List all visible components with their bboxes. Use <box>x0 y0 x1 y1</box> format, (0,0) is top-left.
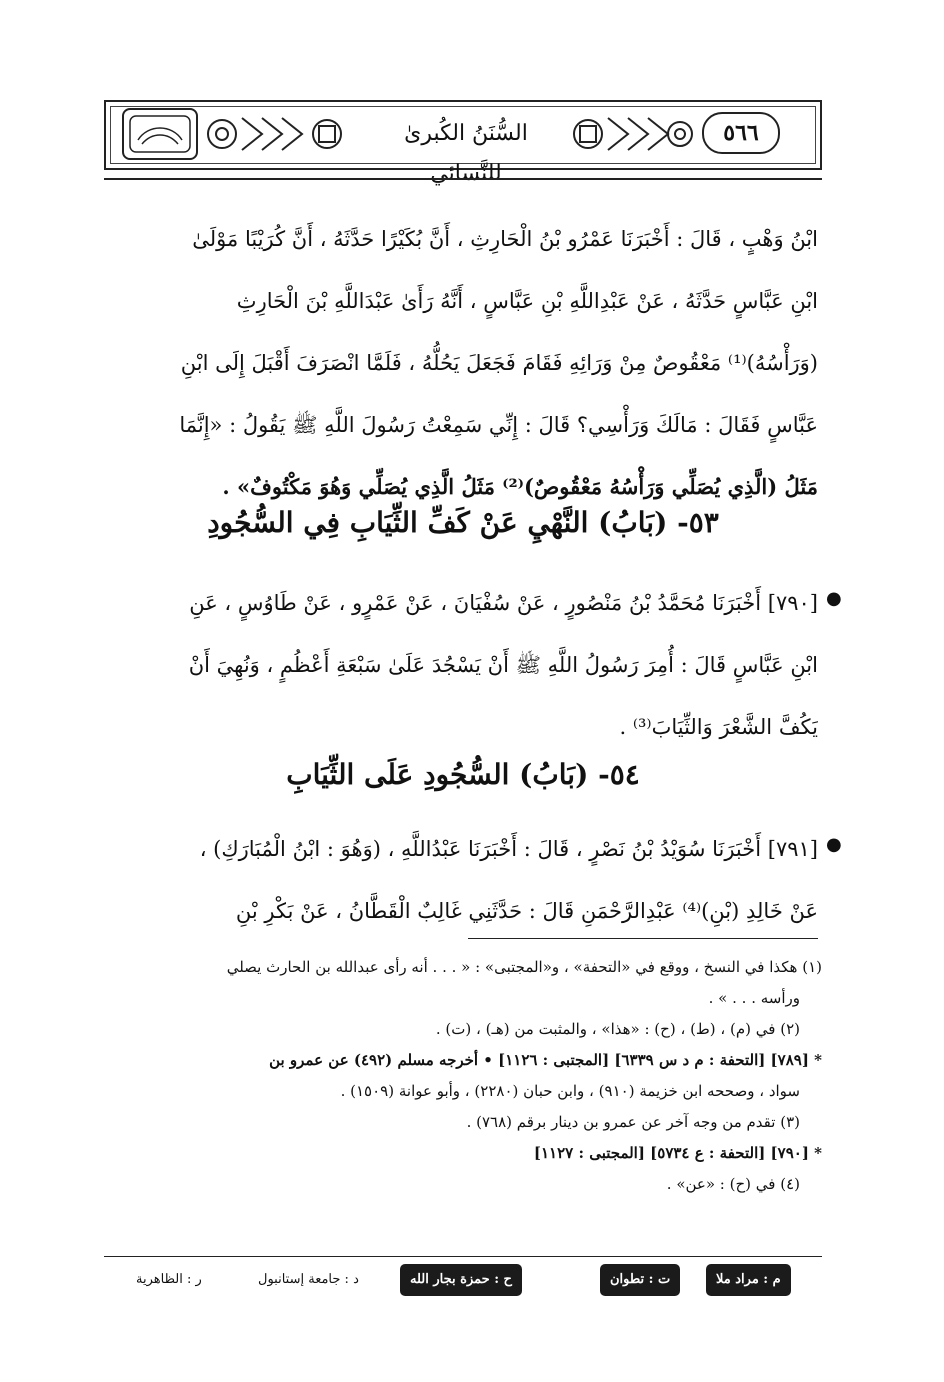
text-line: (وَرَأْسُهُ)⁽¹⁾ مَعْقُوصٌ مِنْ وَرَائِهِ فَقَامَ فَجَعَلَ يَحُلُّهُ ، فَلَمَّا انْصَرَفَ أَقْبَلَ إِلَى ابْنِ <box>180 351 818 375</box>
legend-manuscript-h: ح : حمزة بجار الله <box>400 1264 522 1296</box>
text-line: ابْنِ عَبَّاسٍ حَدَّثَهُ ، عَنْ عَبْدِاللَّهِ بْنِ عَبَّاسٍ ، أَنَّهُ رَأَىٰ عَبْدَاللَّهِ بْنَ الْحَارِثِ <box>236 289 818 313</box>
chapter-heading-53: ٥٣- (بَابُ) النَّهْيِ عَنْ كَفِّ الثِّيَابِ فِي السُّجُودِ <box>207 506 719 539</box>
text-line: عَنْ خَالِدِ (بْنِ)⁽⁴⁾ عَبْدِالرَّحْمَنِ قَالَ : حَدَّثَنِي غَالِبٌ الْقَطَّانُ ، عَنْ بَكْرِ بْنِ <box>235 899 818 923</box>
footnote-line: (٣) تقدم من وجه آخر عن عمرو بن دينار برقم (٧٦٨) . <box>466 1113 800 1131</box>
text-line: [٧٩١] أَخْبَرَنَا سُوَيْدُ بْنُ نَصْرٍ ، قَالَ : أَخْبَرَنَا عَبْدُاللَّهِ ، (وَهُوَ : ابْنُ الْمُبَارَكِ) ، <box>199 837 818 861</box>
bullet-icon: ● <box>826 588 842 609</box>
text-line: مَثَلُ (الَّذِي يُصَلِّي وَرَأْسُهُ مَعْقُوصٌ)⁽²⁾ مَثَلُ الَّذِي يُصَلِّي وَهُوَ مَكْتُوفٌ» . <box>222 474 818 499</box>
chapter-heading-54: ٥٤- (بَابُ) السُّجُودِ عَلَى الثِّيَابِ <box>286 758 640 791</box>
page-number-badge <box>702 112 780 154</box>
footnote-line: (٢) في (م) ، (ط) ، (ح) : «هذا» ، والمثبت من (هـ) ، (ت) . <box>435 1020 800 1038</box>
page-number: ٥٦٦ <box>723 120 759 146</box>
footnotes <box>104 952 822 1200</box>
legend-manuscript-r: ر : الظاهرية <box>136 1272 202 1287</box>
footnote-line: * [٧٨٩] [التحفة : م د س ٦٣٣٩] [المجتبى : ١١٢٦] • أخرجه مسلم (٤٩٢) عن عمرو بن <box>269 1051 822 1069</box>
right-ornament-icon <box>568 108 698 160</box>
footnote-rule <box>468 938 818 939</box>
text-line: ابْنُ وَهْبٍ ، قَالَ : أَخْبَرَنَا عَمْرُو بْنُ الْحَارِثِ ، أَنَّ بُكَيْرًا حَدَّثَهُ ، أَنَّ كُرَيْبًا مَوْلَىٰ <box>192 227 818 251</box>
book-seal-icon <box>122 108 198 160</box>
footnote-line: * [٧٩٠] [التحفة : ع ٥٧٣٤] [المجتبى : ١١٢٧] <box>533 1144 822 1162</box>
footnote-line: (٤) في (ح) : «عن» . <box>666 1175 800 1193</box>
text-line: عَبَّاسٍ فَقَالَ : مَالَكَ وَرَأْسِي؟ قَالَ : إِنِّي سَمِعْتُ رَسُولَ اللَّهِ ﷺ يَقُولُ : «إِنَّمَا <box>179 413 818 437</box>
page-header <box>104 100 822 186</box>
legend-manuscript-t: ت : تطوان <box>600 1264 680 1296</box>
hadith-text-block-1 <box>118 208 818 518</box>
legend-manuscript-d: د : جامعة إستانبول <box>258 1272 359 1287</box>
legend-rule <box>104 1256 822 1257</box>
bullet-icon: ● <box>826 834 842 855</box>
header-rule <box>104 178 822 180</box>
footnote-line: سواد ، وصححه ابن خزيمة (٩١٠) ، وابن حبان (٢٢٨٠) ، وأبو عوانة (١٥٠٩) . <box>340 1082 800 1100</box>
footnote-line: ورأسه . . . » . <box>708 989 800 1007</box>
footnote-line: (١) هكذا في النسخ ، ووقع في «التحفة» ، و«المجتبى» : « . . . أنه رأى عبدالله بن الحارث يصلي <box>226 958 822 976</box>
text-line: يَكُفَّ الشَّعْرَ وَالثِّيَابَ⁽³⁾ . <box>619 715 818 739</box>
text-line: [٧٩٠] أَخْبَرَنَا مُحَمَّدُ بْنُ مَنْصُورٍ ، عَنْ سُفْيَانَ ، عَنْ عَمْرٍو ، عَنْ طَاوُسٍ ، عَنِ <box>189 591 818 615</box>
hadith-text-block-2 <box>118 572 818 758</box>
book-title: السُّنَنُ الكُبرىٰ للنَّسائي <box>404 121 528 186</box>
text-line: ابْنِ عَبَّاسٍ قَالَ : أُمِرَ رَسُولُ اللَّهِ ﷺ أَنْ يَسْجُدَ عَلَىٰ سَبْعَةِ أَعْظُمٍ ، وَنُهِيَ أَنْ <box>188 653 818 677</box>
left-ornament-icon <box>202 108 362 160</box>
hadith-text-block-3 <box>118 818 818 942</box>
legend-manuscript-m: م : مراد ملا <box>706 1264 791 1296</box>
